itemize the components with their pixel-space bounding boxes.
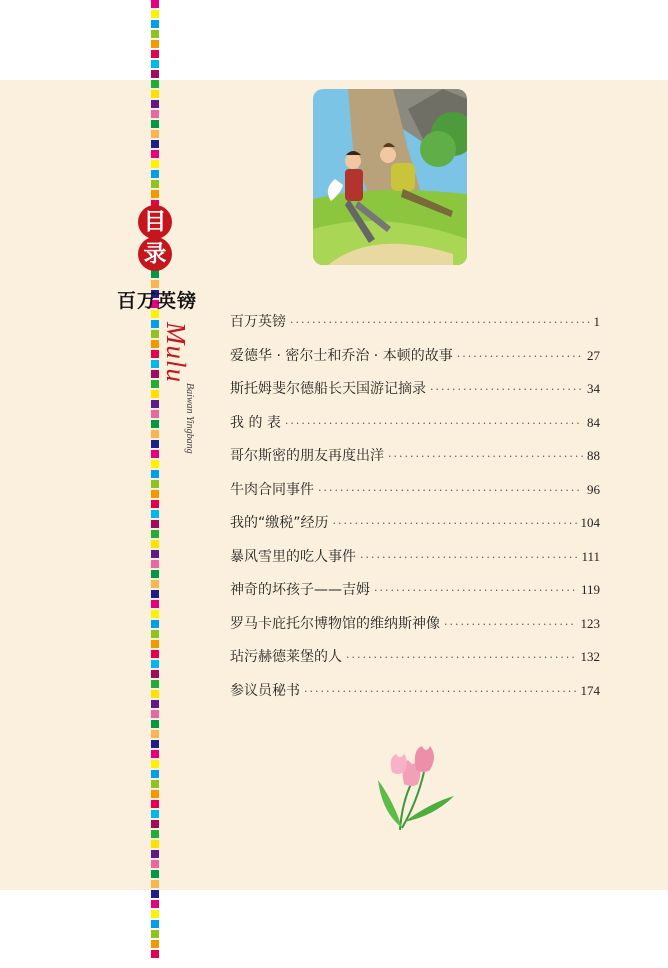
stripe-segment (151, 500, 159, 508)
stripe-segment (151, 670, 159, 678)
toc-entry-title: 参议员秘书 (230, 682, 300, 699)
stripe-segment (151, 420, 159, 428)
stripe-segment (151, 340, 159, 348)
toc-entry-page: 1 (593, 314, 600, 329)
toc-entry-page: 96 (587, 481, 600, 497)
toc-entry[interactable] (230, 613, 600, 647)
stripe-segment (151, 170, 159, 178)
stripe-segment (151, 80, 159, 88)
stripe-segment (151, 740, 159, 748)
toc-entry-title: 我 的 表 (230, 414, 281, 431)
stripe-segment (151, 930, 159, 938)
leader-dots (318, 484, 583, 497)
stripe-segment (151, 390, 159, 398)
mulu-label: Mulu (161, 322, 191, 383)
leader-dots (346, 651, 577, 664)
stripe-segment (151, 350, 159, 358)
stripe-segment (151, 60, 159, 68)
stripe-segment (151, 470, 159, 478)
stripe-segment (151, 940, 159, 948)
stripe-segment (151, 650, 159, 658)
toc-entry-page: 174 (580, 682, 600, 698)
stripe-segment (151, 490, 159, 498)
stripe-segment (151, 920, 159, 928)
stripe-segment (151, 50, 159, 58)
toc-entry[interactable] (230, 646, 600, 680)
stripe-segment (151, 0, 159, 8)
toc-entry-title: 百万英镑 (230, 314, 286, 330)
toc-entry[interactable] (230, 512, 600, 546)
toc-entry[interactable] (230, 311, 600, 345)
toc-entry-page: 119 (580, 582, 600, 597)
leader-dots (285, 417, 583, 430)
stripe-segment (151, 820, 159, 828)
stripe-segment (151, 20, 159, 28)
stripe-segment (151, 40, 159, 48)
toc-entry-title: 哥尔斯密的朋友再度出洋 (230, 448, 384, 464)
toc-entry-title: 爱德华 · 密尔士和乔治 · 本顿的故事 (230, 347, 453, 364)
stripe-segment (151, 460, 159, 468)
stripe-segment (151, 180, 159, 188)
tulip-decoration (372, 742, 458, 832)
stripe-segment (151, 570, 159, 578)
stripe-segment (151, 120, 159, 128)
leader-dots (430, 383, 583, 396)
leader-dots (444, 618, 577, 631)
stripe-segment (151, 950, 159, 958)
stripe-segment (151, 590, 159, 598)
stripe-segment (151, 520, 159, 528)
stripe-segment (151, 880, 159, 888)
stripe-segment (151, 690, 159, 698)
toc-entry[interactable] (230, 579, 600, 613)
toc-entry-title: 牛肉合同事件 (230, 481, 314, 498)
stripe-segment (151, 700, 159, 708)
stripe-segment (151, 140, 159, 148)
stripe-segment (151, 360, 159, 368)
stripe-segment (151, 750, 159, 758)
stripe-segment (151, 190, 159, 198)
stripe-segment (151, 100, 159, 108)
stripe-segment (151, 780, 159, 788)
toc-entry[interactable] (230, 479, 600, 513)
stripe-segment (151, 720, 159, 728)
stripe-segment (151, 530, 159, 538)
badge-char-1: 目 (138, 205, 172, 239)
leader-dots (304, 685, 577, 698)
book-title: 百万英镑 (117, 290, 198, 312)
toc-entry[interactable] (230, 345, 600, 379)
stripe-segment (151, 660, 159, 668)
stripe-segment (151, 910, 159, 918)
toc-entry-title: 我的“缴税”经历 (230, 515, 329, 531)
toc-entry-title: 暴风雪里的吃人事件 (230, 548, 356, 565)
toc-entry[interactable] (230, 445, 600, 479)
stripe-segment (151, 440, 159, 448)
leader-dots (388, 450, 583, 463)
stripe-segment (151, 380, 159, 388)
stripe-segment (151, 840, 159, 848)
stripe-segment (151, 640, 159, 648)
stripe-segment (151, 890, 159, 898)
toc-entry[interactable] (230, 412, 600, 446)
toc-entry-page: 123 (580, 615, 600, 631)
color-stripe (151, 0, 159, 968)
leader-dots (374, 584, 577, 597)
stripe-segment (151, 370, 159, 378)
stripe-segment (151, 430, 159, 438)
stripe-segment (151, 800, 159, 808)
stripe-segment (151, 30, 159, 38)
leader-dots (360, 551, 577, 564)
stripe-segment (151, 110, 159, 118)
stripe-segment (151, 70, 159, 78)
leader-dots (290, 316, 590, 329)
badge-char-2: 录 (138, 237, 172, 271)
stripe-segment (151, 330, 159, 338)
toc-entry[interactable] (230, 546, 600, 580)
stripe-segment (151, 830, 159, 838)
toc-entry[interactable] (230, 680, 600, 714)
stripe-segment (151, 450, 159, 458)
pinyin-label: Baiwan Yingbang (184, 383, 195, 454)
leader-dots (457, 350, 583, 363)
toc-entry-title: 斯托姆斐尔德船长天国游记摘录 (230, 381, 426, 397)
toc-entry-page: 104 (580, 515, 600, 530)
stripe-segment (151, 680, 159, 688)
stripe-segment (151, 630, 159, 638)
stripe-segment (151, 850, 159, 858)
stripe-segment (151, 510, 159, 518)
stripe-segment (151, 90, 159, 98)
stripe-segment (151, 770, 159, 778)
stripe-segment (151, 560, 159, 568)
toc-entry-page: 34 (587, 381, 600, 396)
toc-entry-title: 玷污赫德莱堡的人 (230, 649, 342, 665)
stripe-segment (151, 580, 159, 588)
toc-entry-page: 84 (587, 414, 600, 430)
toc-entry-page: 27 (587, 347, 600, 363)
stripe-segment (151, 900, 159, 908)
stripe-segment (151, 130, 159, 138)
stripe-segment (151, 870, 159, 878)
stripe-segment (151, 400, 159, 408)
toc-badge (138, 205, 174, 273)
stripe-segment (151, 540, 159, 548)
stripe-segment (151, 760, 159, 768)
toc-entry-title: 罗马卡庇托尔博物馆的维纳斯神像 (230, 615, 440, 632)
cover-illustration (313, 89, 467, 265)
stripe-segment (151, 620, 159, 628)
stripe-segment (151, 160, 159, 168)
stripe-segment (151, 320, 159, 328)
stripe-segment (151, 600, 159, 608)
stripe-segment (151, 410, 159, 418)
stripe-segment (151, 150, 159, 158)
stripe-segment (151, 10, 159, 18)
stripe-segment (151, 790, 159, 798)
stripe-segment (151, 550, 159, 558)
toc-entry-page: 132 (580, 649, 600, 664)
table-of-contents (230, 311, 600, 713)
stripe-segment (151, 480, 159, 488)
stripe-segment (151, 710, 159, 718)
stripe-segment (151, 810, 159, 818)
toc-entry-page: 88 (587, 448, 600, 463)
stripe-segment (151, 860, 159, 868)
leader-dots (333, 517, 577, 530)
stripe-segment (151, 730, 159, 738)
toc-entry-page: 111 (581, 548, 600, 564)
stripe-segment (151, 610, 159, 618)
toc-entry[interactable] (230, 378, 600, 412)
toc-entry-title: 神奇的坏孩子——吉姆 (230, 582, 370, 598)
